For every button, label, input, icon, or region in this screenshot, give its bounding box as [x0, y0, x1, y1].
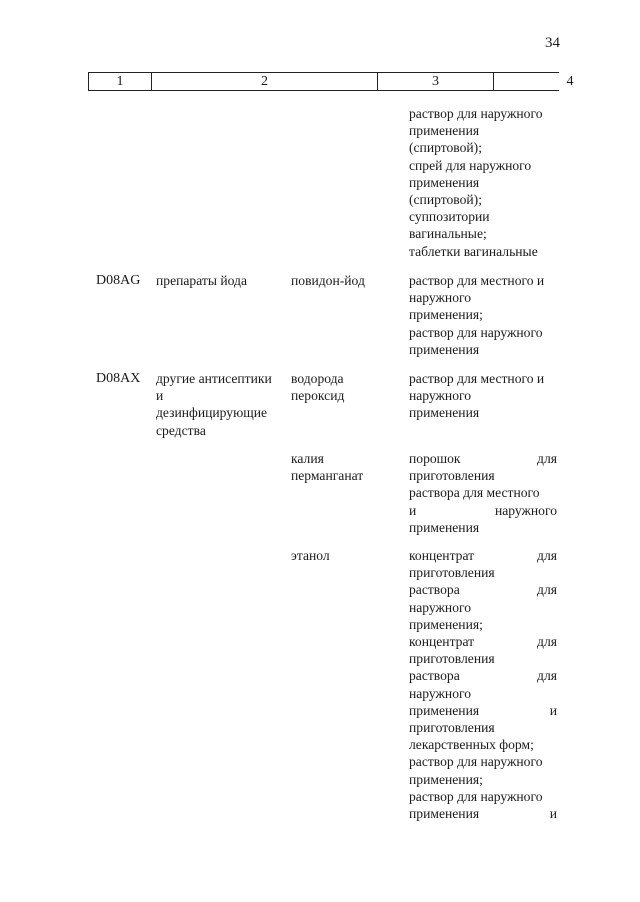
forms-line: приготовления: [409, 468, 495, 484]
forms-line: приготовления: [409, 720, 495, 736]
inn-line: калия: [291, 451, 324, 466]
forms-line: применения: [409, 174, 480, 190]
inn-hydrogen-peroxide: [291, 370, 401, 404]
page-number: 34: [545, 35, 560, 51]
forms-line: вагинальные;: [409, 226, 487, 242]
forms-line: применения: [409, 123, 480, 139]
header-col-4: 4: [493, 73, 640, 90]
forms-line: раствор для наружного: [409, 788, 543, 804]
forms-line: концентрат для: [409, 548, 557, 563]
forms-line: и наружного: [409, 502, 557, 518]
forms-line: концентрат для: [409, 634, 557, 650]
forms-line: наружного: [409, 599, 472, 615]
forms-potassium-permanganate: [409, 450, 557, 536]
forms-line: применения и: [409, 702, 557, 718]
group-name-d08ax: [156, 370, 284, 439]
forms-line: спрей для наружного: [409, 157, 532, 173]
inn-line: этанол: [291, 548, 330, 563]
group-line: средства: [156, 422, 206, 438]
group-line: дезинфицирующие: [156, 405, 268, 421]
forms-line: применения;: [409, 307, 483, 323]
inn-povidone-iodine: повидон-йод: [291, 273, 365, 288]
forms-line: применения: [409, 519, 480, 535]
forms-line: применения и: [409, 806, 557, 822]
forms-line: лекарственных форм;: [409, 737, 534, 753]
forms-hydrogen-peroxide: [409, 370, 557, 422]
forms-line: наружного: [409, 685, 472, 701]
inn-line: перманганат: [291, 468, 364, 484]
forms-line: раствора для местного: [409, 485, 540, 501]
forms-line: (спиртовой);: [409, 140, 482, 156]
inn-ethanol: [291, 547, 401, 564]
forms-line: приготовления: [409, 565, 495, 581]
inn-line: водорода: [291, 371, 344, 386]
forms-line: применения: [409, 405, 480, 421]
forms-line: наружного: [409, 388, 472, 404]
forms-line: приготовления: [409, 651, 495, 667]
header-col-2: 2: [151, 73, 377, 90]
header-col-1: 1: [88, 73, 151, 90]
forms-line: раствор для наружного: [409, 754, 543, 770]
forms-line: таблетки вагинальные: [409, 243, 538, 259]
forms-line: наружного: [409, 290, 472, 306]
forms-line: раствора для: [409, 582, 557, 598]
atc-code-d08ag: D08AG: [96, 273, 141, 288]
header-col-3: 3: [377, 73, 493, 90]
table-header-row: [88, 72, 574, 91]
forms-ethanol: [409, 547, 557, 822]
forms-line: применения;: [409, 771, 483, 787]
group-line: и: [156, 388, 164, 404]
group-line: другие антисептики: [156, 371, 272, 386]
continuation-forms: [409, 105, 557, 260]
forms-line: раствора для: [409, 668, 557, 684]
forms-line: раствор для наружного: [409, 324, 543, 340]
forms-line: применения;: [409, 616, 483, 632]
forms-line: (спиртовой);: [409, 192, 482, 208]
forms-line: раствор для местного и: [409, 371, 545, 386]
forms-line: применения: [409, 341, 480, 357]
inn-line: пероксид: [291, 388, 345, 404]
group-name-d08ag: препараты йода: [156, 273, 247, 288]
forms-line: суппозитории: [409, 209, 490, 225]
atc-code-d08ax: D08AX: [96, 371, 141, 386]
forms-line: раствор для наружного: [409, 106, 543, 121]
inn-potassium-permanganate: [291, 450, 401, 484]
forms-d08ag: [409, 272, 557, 358]
forms-line: раствор для местного и: [409, 273, 545, 288]
forms-line: порошок для: [409, 451, 557, 466]
